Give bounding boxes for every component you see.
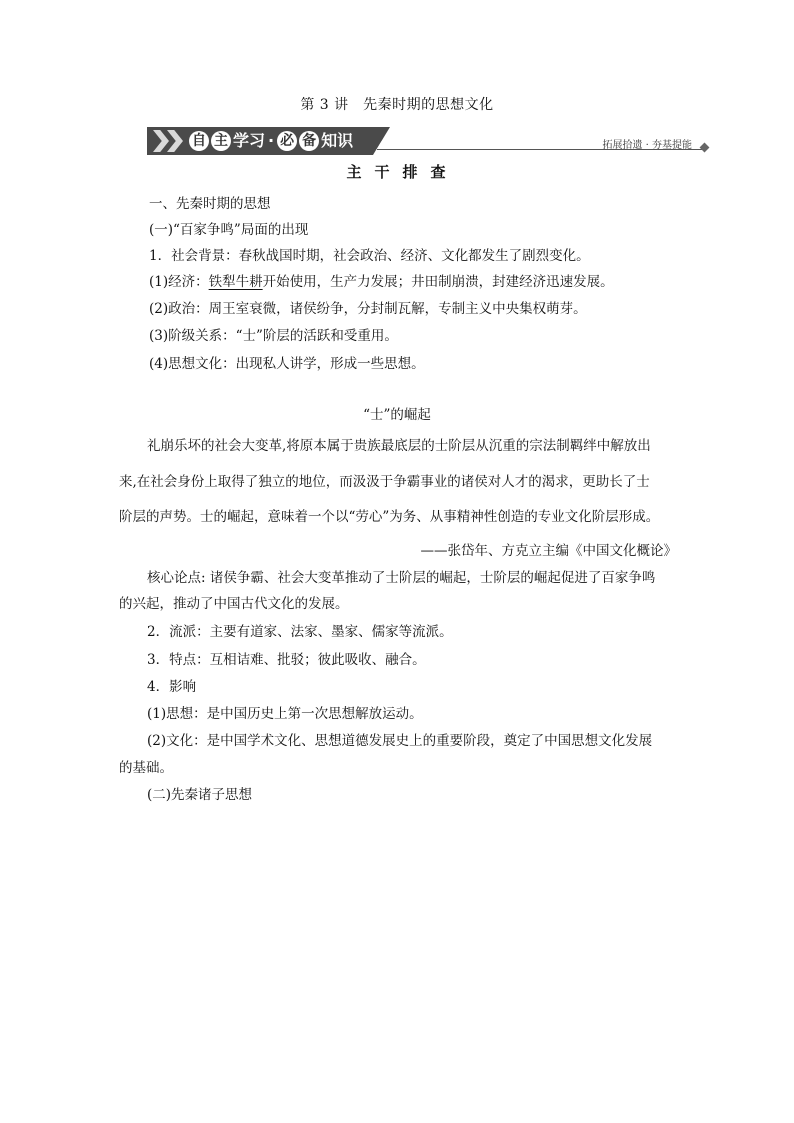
quote-line: 阶层的声势。士的崛起，意味着一个以“劳心”为务、从事精神性创造的专业文化阶层形成。 [119, 509, 660, 525]
paragraph: 2．流派：主要有道家、法家、墨家、儒家等流派。 [147, 624, 453, 640]
sub-banner-char: 干 [368, 161, 396, 183]
paragraph: (2)政治：周王室衰微，诸侯纷争，分封制瓦解，专制主义中央集权萌芽。 [149, 301, 587, 317]
paragraph [149, 270, 614, 290]
paragraph: 4．影响 [147, 679, 197, 695]
paragraph: 1．社会背景：春秋战国时期，社会政治、经济、文化都发生了剧烈变化。 [149, 248, 590, 264]
paragraph: (3)阶级关系：“士”阶层的活跃和受重用。 [149, 328, 398, 344]
quote-title: “士”的崛起 [363, 407, 431, 423]
banner-circle-char: 备 [299, 131, 319, 151]
sub-banner-char: 主 [340, 161, 368, 183]
paragraph: (1)思想：是中国历史上第一次思想解放运动。 [147, 706, 423, 722]
quote-line: 礼崩乐坏的社会大变革,将原本属于贵族最底层的士阶层从沉重的宗法制羁绊中解放出 [147, 438, 651, 454]
paragraph: 3．特点：互相诘难、批驳；彼此吸收、融合。 [147, 652, 426, 668]
quote-source: ——张岱年、方克立主编《中国文化概论》 [420, 543, 677, 559]
section-banner [147, 127, 712, 157]
quote-line: 来,在社会身份上取得了独立的地位，而汲汲于争霸事业的诸侯对人才的渴求，更助长了士 [119, 474, 650, 490]
heading-2: (一)“百家争鸣”局面的出现 [149, 222, 309, 238]
sub-banner-char: 查 [424, 161, 452, 183]
banner-circle-char: 自 [189, 131, 209, 151]
paragraph: 核心论点: 诸侯争霸、社会大变革推动了士阶层的崛起，士阶层的崛起促进了百家争鸣 [147, 570, 656, 586]
heading-1: 一、先秦时期的思想 [149, 196, 271, 212]
sub-banner-char: 排 [396, 161, 424, 183]
text: (1)经济： [149, 274, 209, 290]
page-title: 第 3 讲 先秦时期的思想文化 [300, 97, 494, 113]
paragraph: (2)文化：是中国学术文化、思想道德发展史上的重要阶段，奠定了中国思想文化发展 [147, 733, 653, 749]
banner-text: 学习 [233, 131, 266, 150]
banner-dot: · [268, 131, 275, 150]
diamond-icon [700, 143, 710, 153]
paragraph: 的兴起，推动了中国古代文化的发展。 [119, 596, 349, 612]
paragraph: (4)思想文化：出现私人讲学，形成一些思想。 [149, 356, 425, 372]
paragraph: 的基础。 [119, 760, 173, 776]
banner-subtitle: 拓展拾遗 · 夯基提能 [602, 140, 692, 151]
banner-title [189, 130, 353, 152]
banner-circle-char: 主 [211, 131, 231, 151]
text: 开始使用，生产力发展；井田制崩溃，封建经济迅速发展。 [262, 274, 614, 290]
underlined-term: 铁犁牛耕 [208, 274, 263, 290]
heading-2: (二)先秦诸子思想 [147, 787, 253, 803]
banner-circle-char: 必 [277, 131, 297, 151]
sub-banner [340, 161, 452, 185]
banner-text: 知识 [321, 131, 354, 150]
